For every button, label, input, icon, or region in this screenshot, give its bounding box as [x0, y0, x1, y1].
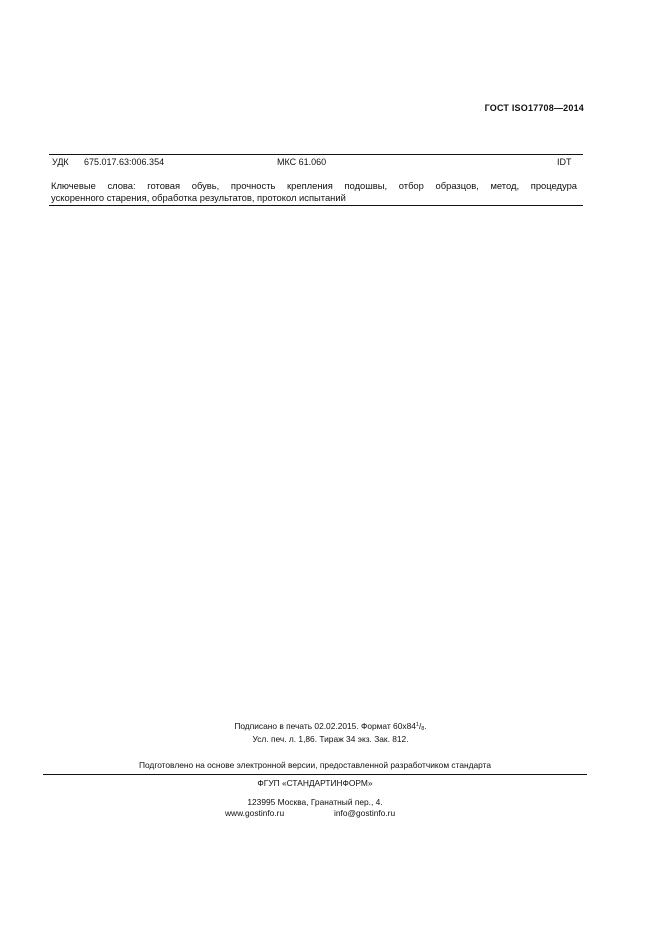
format-end: .: [424, 721, 427, 731]
mks-code: МКС 61.060: [277, 157, 327, 167]
udk-label: УДК: [52, 157, 69, 167]
print-details: Усл. печ. л. 1,86. Тираж 34 экз. Зак. 812.: [252, 734, 409, 744]
format-superscript: 1: [415, 722, 419, 728]
standard-code: ГОСТ ISO17708—2014: [484, 103, 584, 113]
bottom-rule: [49, 205, 583, 206]
signed-for-print: Подписано в печать 02.02.2015. Формат $60х84^1/_8$.: [234, 721, 427, 732]
publisher-name: ФГУП «СТАНДАРТИНФОРМ»: [257, 778, 373, 788]
top-rule: [49, 154, 583, 155]
prepared-note: Подготовлено на основе электронной версии, предоставленной разработчиком стандарта: [138, 760, 492, 770]
keywords-line-2: ускоренного старения, обработка результатов, протокол испытаний: [51, 192, 346, 203]
signed-text: Подписано в печать 02.02.2015. Формат 60х84: [234, 721, 416, 731]
keywords-line-1: Ключевые слова: готовая обувь, прочность крепления подошвы, отбор образцов, метод, процедура: [51, 180, 577, 191]
footer-rule: [43, 774, 587, 775]
correspondence-degree: IDT: [557, 157, 572, 167]
udk-value: 675.017.63:006.354: [84, 157, 165, 167]
email-link[interactable]: info@gostinfo.ru: [334, 808, 396, 818]
format-subscript: 8: [421, 726, 425, 732]
website-link[interactable]: www.gostinfo.ru: [225, 808, 285, 818]
publisher-address: 123995 Москва, Гранатный пер., 4.: [247, 797, 383, 807]
